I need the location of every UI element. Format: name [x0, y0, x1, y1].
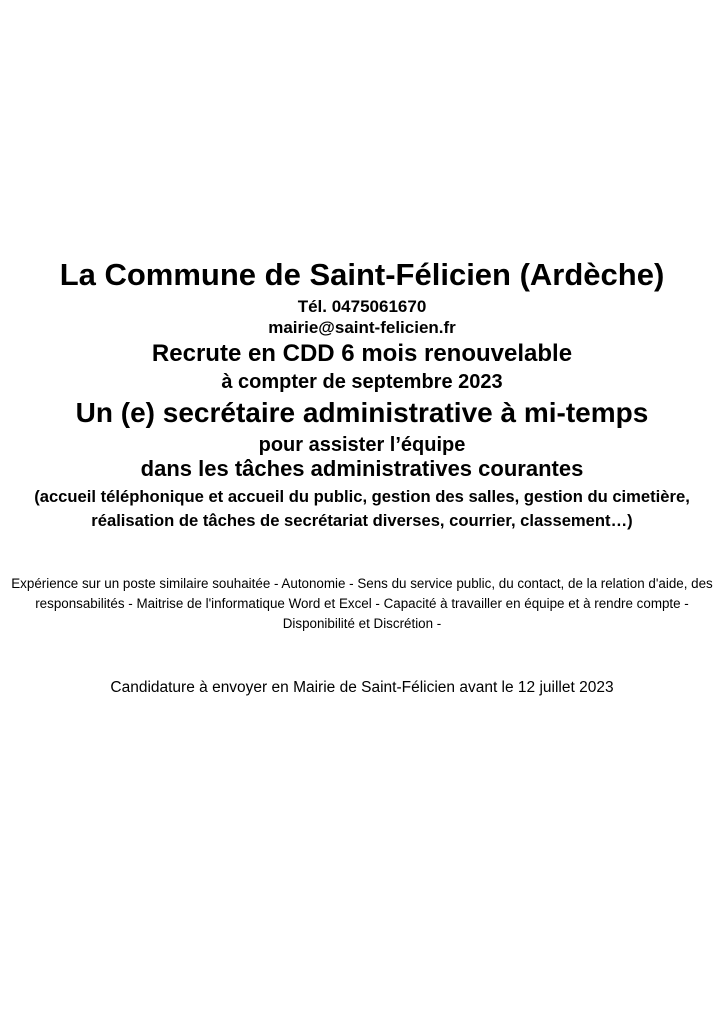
- email-address: mairie@saint-felicien.fr: [268, 318, 456, 337]
- position-title: Un (e) secrétaire administrative à mi-temps: [75, 397, 649, 428]
- contract-type: Recrute en CDD 6 mois renouvelable: [151, 340, 573, 367]
- purpose-line-2: dans les tâches administratives courantes: [140, 456, 584, 481]
- purpose-line-1: pour assister l’équipe: [258, 434, 466, 456]
- phone-number: Tél. 0475061670: [297, 297, 427, 316]
- start-date: à compter de septembre 2023: [221, 371, 503, 393]
- application-deadline: Candidature à envoyer en Mairie de Saint-Félicien avant le 12 juillet 2023: [110, 679, 614, 696]
- profile-requirements: Expérience sur un poste similaire souhaitée - Autonomie - Sens du service public, du contact, de la relation d'aide, des responsabilités - Maitrise de l'informatique Word et Excel - Capacité à travailler en équipe et à rendre compte - Disponibilité et Discrétion -: [11, 576, 713, 631]
- task-details: (accueil téléphonique et accueil du public, gestion des salles, gestion du cimetière, réalisation de tâches de secrétariat diverses, courrier, classement…): [34, 487, 690, 530]
- commune-title: La Commune de Saint-Félicien (Ardèche): [59, 257, 665, 292]
